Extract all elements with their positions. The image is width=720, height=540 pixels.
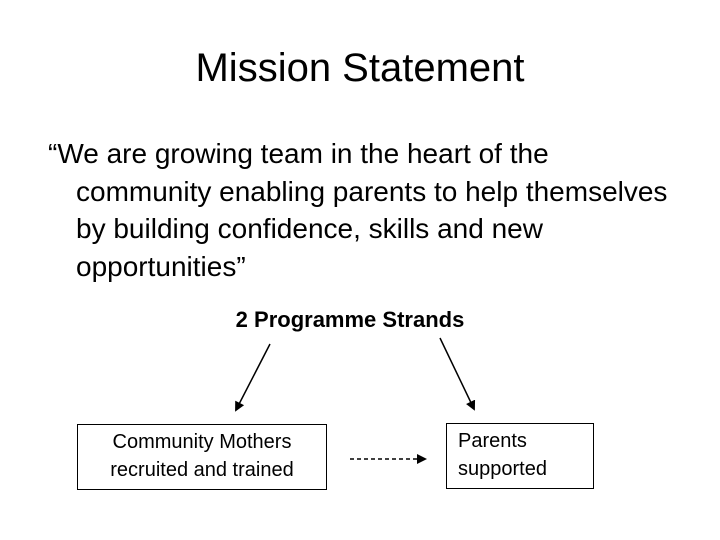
- community-mothers-box: [77, 424, 327, 490]
- left-strand-arrow: [236, 344, 270, 410]
- community-mothers-line1: Community Mothers: [112, 431, 292, 453]
- mission-quote: “We are growing team in the heart of the community enabling parents to help themselves by building confidence, skills and new opportunities”: [48, 138, 668, 282]
- right-strand-arrow: [440, 338, 474, 409]
- parents-supported-line2: supported: [458, 458, 547, 480]
- slide-title: Mission Statement: [195, 46, 525, 90]
- parents-supported-box: [446, 423, 594, 489]
- programme-strands-heading: 2 Programme Strands: [235, 307, 465, 332]
- parents-supported-line1: Parents: [458, 430, 527, 452]
- community-mothers-line2: recruited and trained: [110, 459, 294, 481]
